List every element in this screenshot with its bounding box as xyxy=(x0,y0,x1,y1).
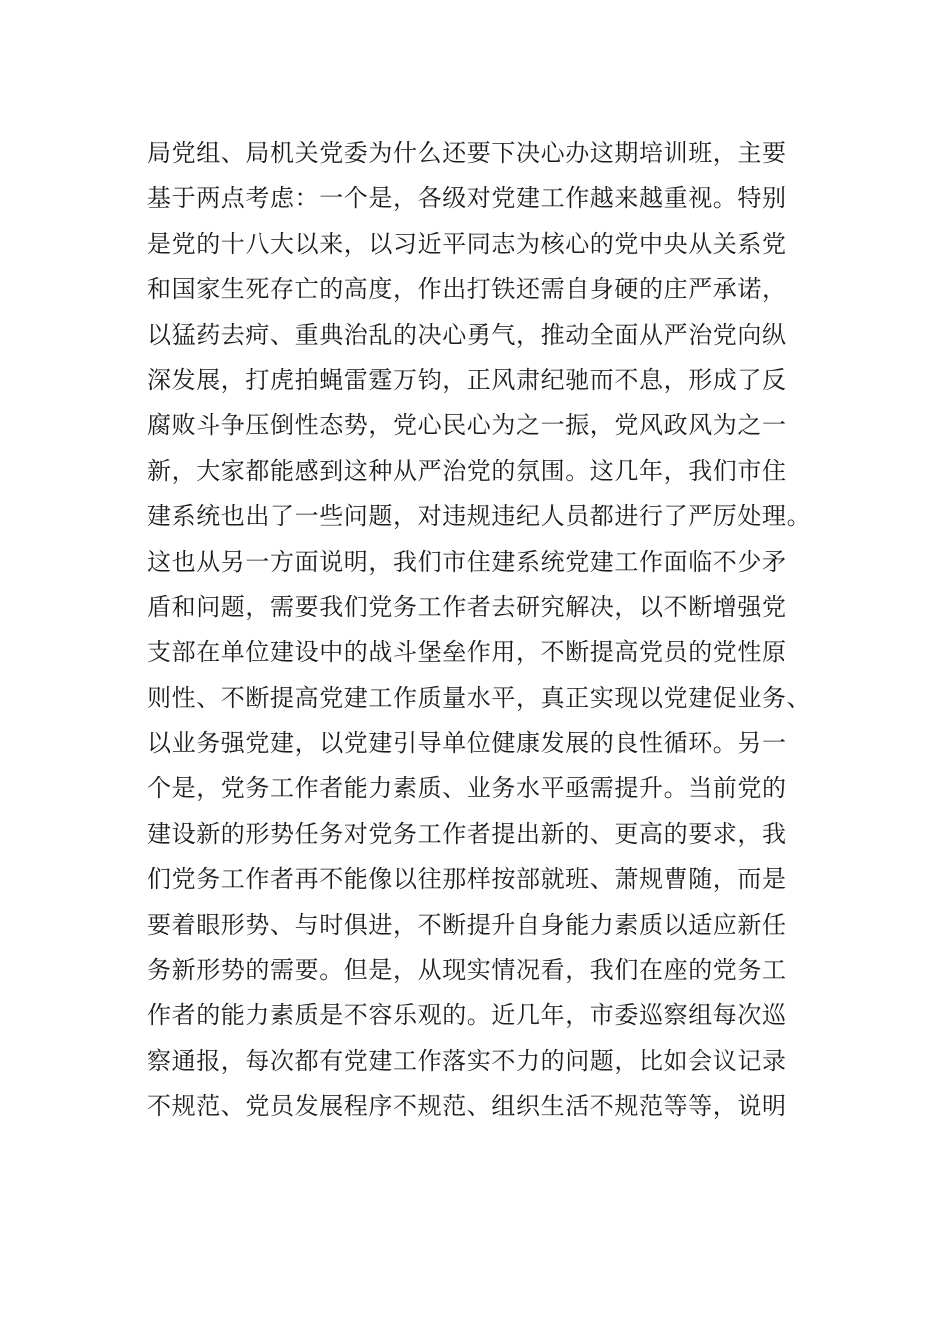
text-line: 局党组、局机关党委为什么还要下决心办这期培训班，主要 xyxy=(147,139,787,167)
text-line: 们党务工作者再不能像以往那样按部就班、萧规曹随，而是 xyxy=(147,865,787,894)
text-line: 察通报，每次都有党建工作落实不力的问题，比如会议记录 xyxy=(147,1046,787,1075)
text-line: 以猛药去疴、重典治乱的决心勇气，推动全面从严治党向纵 xyxy=(147,320,787,349)
text-line: 新，大家都能感到这种从严治党的氛围。这几年，我们市住 xyxy=(147,456,787,485)
body-text xyxy=(147,131,812,1130)
text-line: 建系统也出了一些问题，对违规违纪人员都进行了严厉处理。 xyxy=(147,502,812,531)
text-line: 盾和问题，需要我们党务工作者去研究解决，以不断增强党 xyxy=(147,592,787,621)
text-line: 务新形势的需要。但是，从现实情况看，我们在座的党务工 xyxy=(147,956,787,985)
text-line: 这也从另一方面说明，我们市住建系统党建工作面临不少矛 xyxy=(147,547,787,576)
text-line: 作者的能力素质是不容乐观的。近几年，市委巡察组每次巡 xyxy=(147,1001,787,1030)
text-line: 腐败斗争压倒性态势，党心民心为之一振，党风政风为之一 xyxy=(147,411,787,440)
text-line: 不规范、党员发展程序不规范、组织生活不规范等等，说明 xyxy=(147,1092,787,1121)
text-line: 个是，党务工作者能力素质、业务水平亟需提升。当前党的 xyxy=(147,774,787,803)
text-line: 深发展，打虎拍蝇雷霆万钧，正风肃纪驰而不息，形成了反 xyxy=(147,365,787,394)
text-line: 以业务强党建，以党建引导单位健康发展的良性循环。另一 xyxy=(147,729,787,758)
text-line: 建设新的形势任务对党务工作者提出新的、更高的要求，我 xyxy=(147,819,787,848)
text-line: 要着眼形势、与时俱进，不断提升自身能力素质以适应新任 xyxy=(147,910,787,939)
text-line: 支部在单位建设中的战斗堡垒作用，不断提高党员的党性原 xyxy=(147,638,787,667)
text-line: 则性、不断提高党建工作质量水平，真正实现以党建促业务、 xyxy=(147,683,812,712)
text-line: 和国家生死存亡的高度，作出打铁还需自身硬的庄严承诺， xyxy=(147,275,787,304)
text-line: 基于两点考虑：一个是，各级对党建工作越来越重视。特别 xyxy=(147,184,787,213)
text-line: 是党的十八大以来，以习近平同志为核心的党中央从关系党 xyxy=(147,229,787,258)
